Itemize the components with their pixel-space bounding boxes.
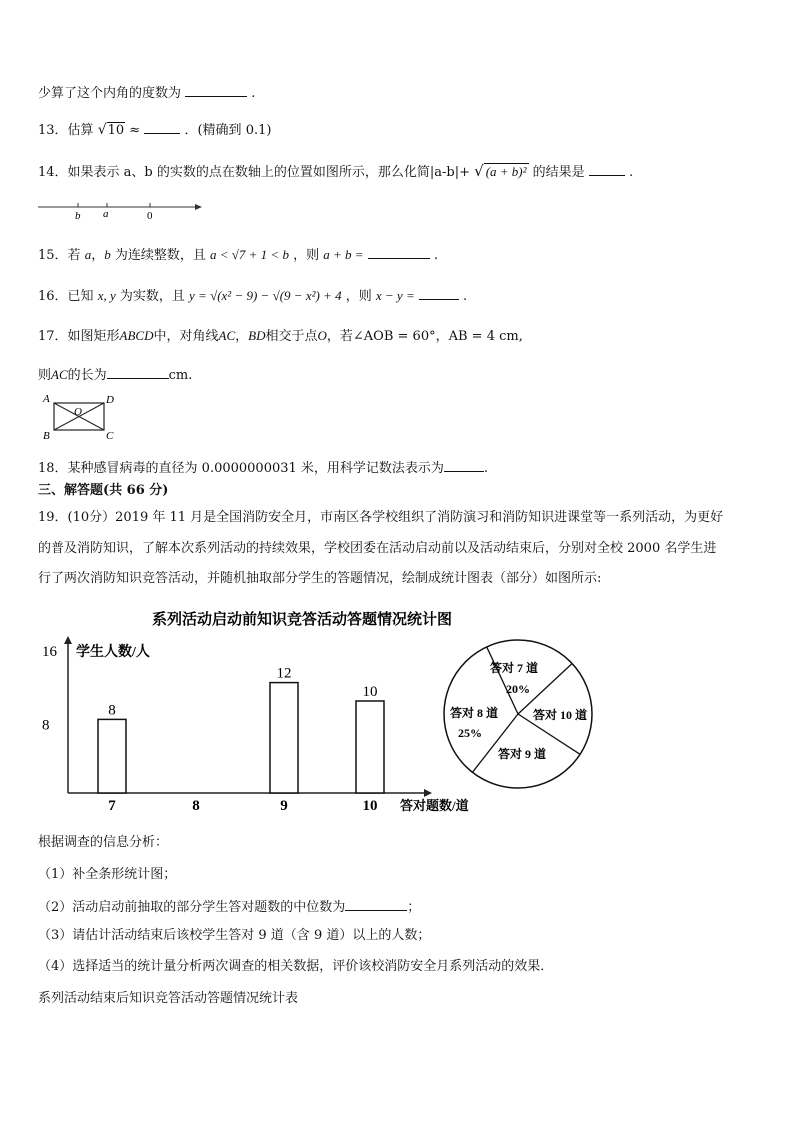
q19-sub2-end: ； [407,900,421,915]
pie-chart [444,640,592,788]
pie-slice-label-1: 答对 10 道 [532,708,588,722]
pie-slice-label-2: 答对 9 道 [497,747,547,761]
q12-tail [38,82,255,103]
q16-equation: y = √(x² − 9) − √(9 − x²) + 4 [189,288,342,303]
q17-answer-blank[interactable] [107,364,169,379]
bar-10 [356,701,384,793]
vertex-c: C [106,430,114,441]
q15-text1: 为连续整数，且 [114,248,206,263]
y-axis-label: 学生人数/人 [76,645,150,660]
vertex-a: A [43,393,50,405]
q17-rectangle-figure [40,391,120,441]
q13-number: 13．估算 [38,123,94,138]
q14-text: 14．如果表示 a、b 的实数的点在数轴上的位置如图所示，那么化简|a-b|+ [38,165,470,180]
label-b: b [75,210,81,222]
bar-chart-title: 系列活动启动前知识竞答活动答题情况统计图 [152,612,453,628]
q13-sqrt: √10 [97,122,125,138]
q17-abcd: ABCD [119,328,154,343]
q17-ac: AC [218,328,236,343]
q15-sum: a + b = [323,247,364,262]
bars-group [42,644,384,814]
q18-text: 18．某种感冒病毒的直径为 0.0000000031 米，用科学记数法表示为 [38,461,444,476]
pie-slice-percent-3: 25% [458,726,482,740]
q16-answer-blank[interactable] [419,285,459,300]
q14-answer-blank[interactable] [589,161,625,176]
q12-answer-blank[interactable] [185,82,247,97]
x-tick-label-8: 8 [192,798,200,814]
bar-value-label-10: 10 [362,684,378,700]
vertex-b: B [43,430,50,441]
q15-a: a [84,247,92,262]
x-tick-label-10: 10 [362,798,378,814]
pie-slice-label-0: 答对 7 道 [489,661,539,675]
q19-sub4: （4）选择适当的统计量分析两次调查的相关数据，评价该校消防安全月系列活动的效果． [38,959,554,974]
q12-end: . [251,86,256,101]
q14-sqrt: √ (a + b)² [474,162,527,180]
q18-end: . [483,461,489,476]
q15-sep: ， [91,248,105,263]
y-axis-arrow [64,636,72,644]
q15-end: . [433,248,438,263]
q17-line2-b: 的长为 [67,368,107,383]
q15-text2: ，则 [293,248,320,263]
q19-line2: 的普及消防知识，了解本次系列活动的持续效果，学校团委在活动启动前以及活动结束后，分别对全校 2000 名学生进 [38,541,717,556]
q16-end: . [463,289,468,304]
q19-statistics-figure [36,600,616,820]
q19-sub2-text: （2）活动启动前抽取的部分学生答对题数的中位数为 [38,900,346,915]
label-a: a [103,208,109,220]
q17-text-c: 相交于点 [265,329,318,344]
bar-7 [98,719,126,793]
bar-value-label-7: 8 [108,702,116,719]
q19-line3: 行了两次消防知识竞答活动，并随机抽取部分学生的答题情况，绘制成统计图表（部分）如图所示: [38,571,602,586]
q19-sub2-blank[interactable] [345,896,407,911]
q17-line2-a: 则 [38,368,52,383]
q13-answer-blank[interactable] [144,119,180,134]
center-o: O [74,406,82,418]
q17-bd: BD [248,328,266,343]
q19-analysis: 根据调查的信息分析： [38,835,169,850]
pie-slice-label-3: 答对 8 道 [449,706,499,720]
q17-o: O [317,328,327,343]
q16-number: 16．已知 [38,289,94,304]
x-tick-label-7: 7 [108,798,116,814]
q13-approx: ≈ [129,123,141,138]
q16 [38,285,467,306]
q18 [38,457,488,478]
y-tick-label: 8 [42,717,50,734]
q17-line2 [38,364,192,385]
q19-sub2 [38,896,420,917]
q19-line1: 19．(10分）2019 年 11 月是全国消防安全月，市南区各学校组织了消防演习和消防知识进课堂等一系列活动，为更好 [38,510,724,525]
q16-x-minus-y: x − y = [375,288,415,303]
q15-inequality: a < √7 + 1 < b [210,247,289,262]
q14-tail: 的结果是 [532,165,585,180]
q16-xy: x, y [97,288,116,303]
q16-text2: ，则 [345,289,372,304]
bar-9 [270,683,298,793]
x-axis-arrow [424,789,432,797]
q15-answer-blank[interactable] [368,244,430,259]
pie-slice-percent-0: 20% [506,682,530,696]
q13 [38,119,271,140]
q15 [38,244,438,265]
bar-value-label-9: 12 [276,665,292,682]
q13-hint: ．(精确到 0.1) [184,123,272,138]
q17-line1 [38,327,523,346]
q15-b: b [104,247,111,262]
vertex-d: D [106,394,114,406]
q17-text-a: 17．如图矩形 [38,329,120,344]
q19-sub3: （3）请估计活动结束后该校学生答对 9 道（含 9 道）以上的人数； [38,928,431,943]
q17-unit: cm. [168,368,193,383]
q18-answer-blank[interactable] [444,457,484,472]
q19-table-title: 系列活动结束后知识竞答活动答题情况统计表 [38,991,299,1006]
q17-comma: ， [235,329,249,344]
q14-end: . [628,165,634,180]
x-tick-label-9: 9 [280,798,288,814]
q14 [38,161,633,182]
y-tick-label: 16 [42,643,57,660]
q17-line2-ac: AC [51,367,68,382]
label-0: 0 [147,210,153,222]
q15-number: 15．若 [38,248,81,263]
x-axis-label: 答对题数/道 [400,798,469,813]
q16-text1: 为实数，且 [119,289,185,304]
q14-number-line [36,198,206,224]
q19-sub1: （1）补全条形统计图； [38,867,177,882]
q17-text-d: ，若∠AOB = 60°，AB = 4 cm, [326,329,523,344]
q17-text-b: 中，对角线 [153,329,219,344]
q12-text: 少算了这个内角的度数为 [38,86,182,101]
section-3-title: 三、解答题(共 66 分) [38,483,169,498]
number-line-arrow [195,204,202,210]
